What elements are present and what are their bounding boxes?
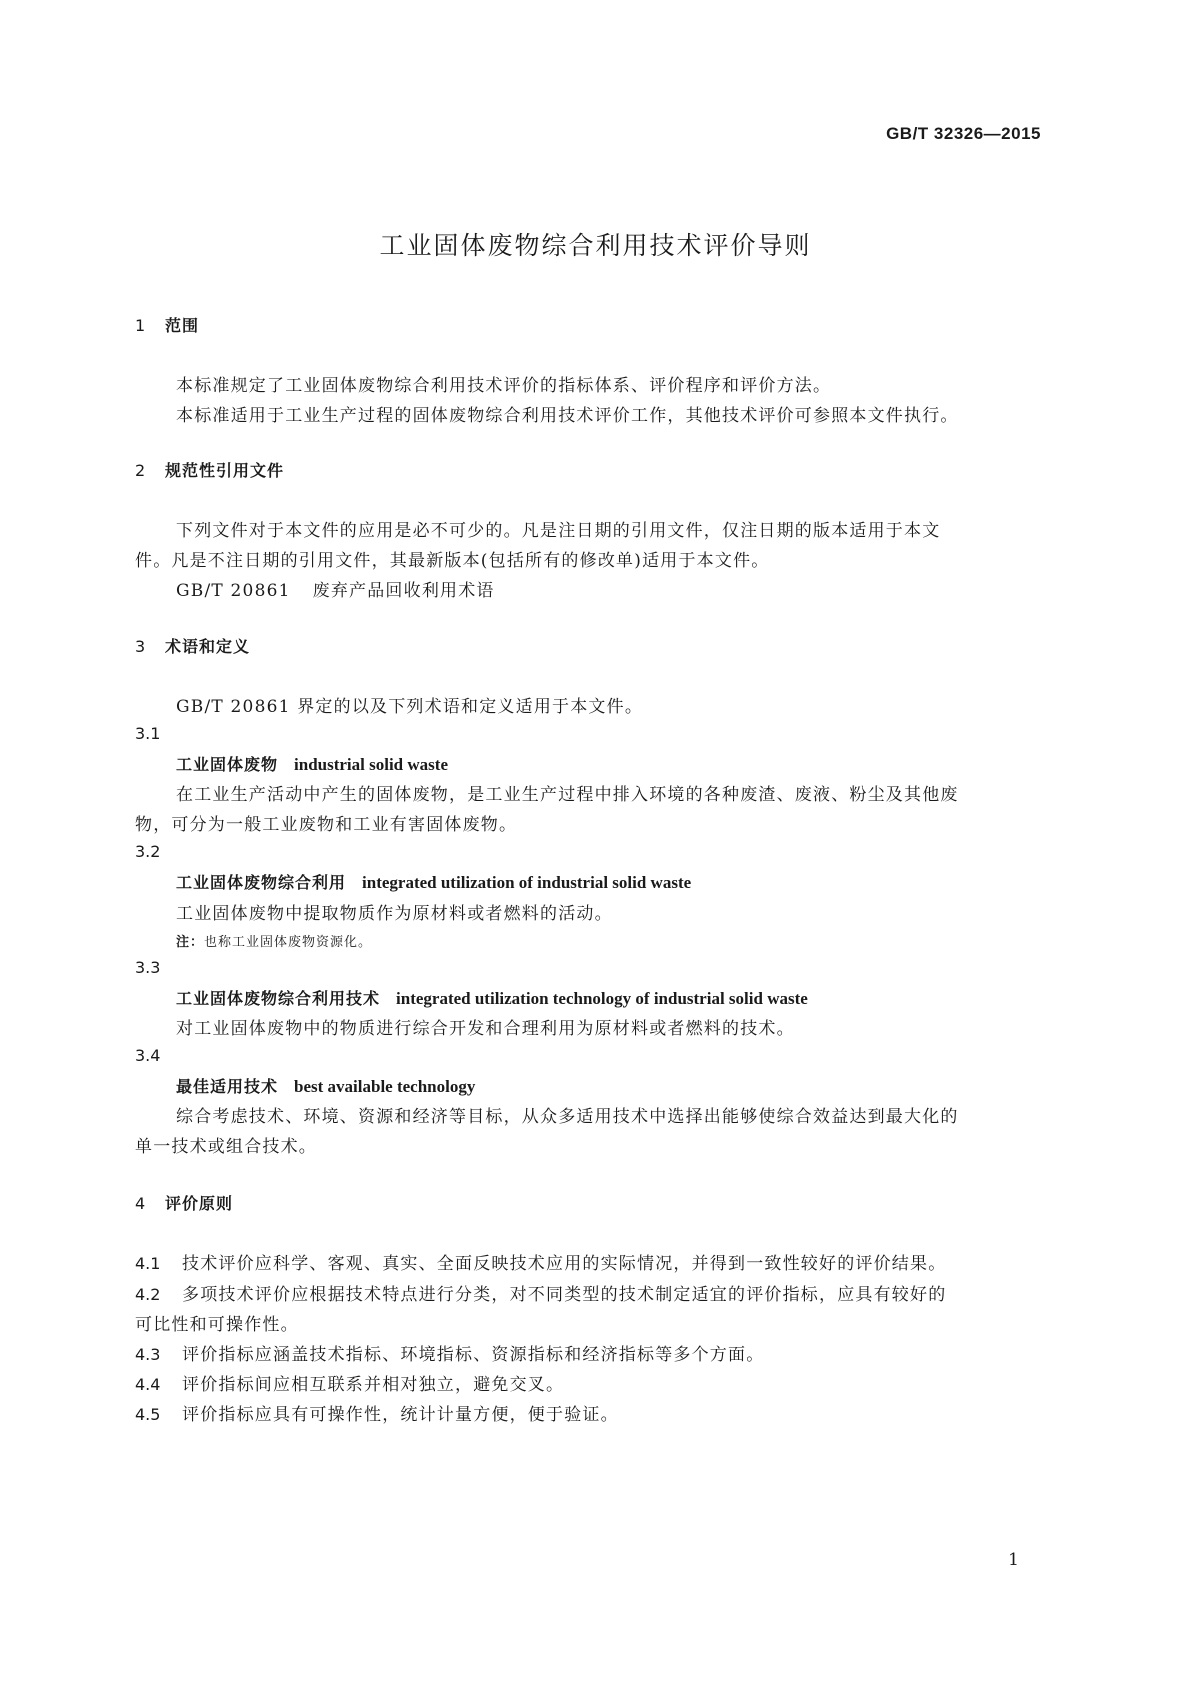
section-number: 3 — [135, 637, 147, 656]
section-number: 2 — [135, 461, 147, 480]
term-heading — [176, 986, 808, 1009]
principle-item — [135, 1280, 946, 1305]
principle-text: 评价指标应具有可操作性，统计计量方便，便于验证。 — [182, 1405, 619, 1425]
note-text: 也称工业固体废物资源化。 — [204, 935, 373, 950]
term-zh: 工业固体废物综合利用 — [176, 873, 347, 892]
paragraph: 下列文件对于本文件的应用是必不可少的。凡是注日期的引用文件，仅注日期的版本适用于本文 — [176, 521, 941, 541]
principle-number: 4.5 — [135, 1405, 161, 1424]
term-definition: 在工业生产活动中产生的固体废物，是工业生产过程中排入环境的各种废渣、废液、粉尘及其他废 — [176, 785, 959, 805]
reference-code: GB/T 20861 — [176, 581, 291, 601]
term-en: industrial solid waste — [294, 755, 448, 774]
term-zh: 最佳适用技术 — [176, 1077, 279, 1096]
document-title: 工业固体废物综合利用技术评价导则 — [379, 231, 812, 260]
term-definition: 对工业固体废物中的物质进行综合开发和合理利用为原材料或者燃料的技术。 — [176, 1019, 795, 1039]
term-heading — [176, 870, 691, 893]
term-heading — [176, 752, 448, 775]
principle-text: 技术评价应科学、客观、真实、全面反映技术应用的实际情况，并得到一致性较好的评价结果。 — [182, 1254, 947, 1274]
section-4-heading — [135, 1191, 233, 1214]
term-en: integrated utilization of industrial solid waste — [362, 873, 692, 892]
principle-number: 4.2 — [135, 1285, 161, 1304]
term-definition-continuation: 物，可分为一般工业废物和工业有害固体废物。 — [135, 815, 518, 835]
paragraph: 本标准规定了工业固体废物综合利用技术评价的指标体系、评价程序和评价方法。 — [176, 376, 832, 396]
principle-number: 4.3 — [135, 1345, 161, 1364]
term-en: integrated utilization technology of industrial solid waste — [396, 989, 808, 1008]
section-3-heading — [135, 634, 250, 657]
principle-item — [135, 1249, 946, 1274]
section-number: 4 — [135, 1194, 147, 1213]
clause-number: 3.1 — [135, 724, 161, 743]
page-number: 1 — [1008, 1550, 1019, 1570]
section-title: 评价原则 — [165, 1194, 234, 1213]
paragraph: 本标准适用于工业生产过程的固体废物综合利用技术评价工作，其他技术评价可参照本文件执行。 — [176, 406, 959, 426]
section-2-heading — [135, 458, 284, 481]
principle-item — [135, 1370, 564, 1395]
principle-item — [135, 1400, 619, 1425]
principle-text: 评价指标间应相互联系并相对独立，避免交叉。 — [182, 1375, 565, 1395]
clause-number: 3.2 — [135, 842, 161, 861]
paragraph-continuation: 件。凡是不注日期的引用文件，其最新版本(包括所有的修改单)适用于本文件。 — [135, 551, 770, 571]
normative-reference — [176, 576, 495, 601]
section-title: 规范性引用文件 — [165, 461, 285, 480]
term-definition: 综合考虑技术、环境、资源和经济等目标，从众多适用技术中选择出能够使综合效益达到最大化的 — [176, 1107, 959, 1127]
principle-text: 评价指标应涵盖技术指标、环境指标、资源指标和经济指标等多个方面。 — [182, 1345, 765, 1365]
section-title: 范围 — [165, 316, 200, 335]
term-heading — [176, 1074, 475, 1097]
term-en: best available technology — [294, 1077, 476, 1096]
principle-number: 4.1 — [135, 1254, 161, 1273]
term-zh: 工业固体废物 — [176, 755, 279, 774]
term-zh: 工业固体废物综合利用技术 — [176, 989, 381, 1008]
principle-item — [135, 1340, 764, 1365]
principle-number: 4.4 — [135, 1375, 161, 1394]
clause-number: 3.4 — [135, 1046, 161, 1065]
term-definition: 工业固体废物中提取物质作为原材料或者燃料的活动。 — [176, 904, 613, 924]
term-definition-continuation: 单一技术或组合技术。 — [135, 1137, 317, 1157]
principle-text: 多项技术评价应根据技术特点进行分类，对不同类型的技术制定适宜的评价指标，应具有较好的 — [182, 1285, 947, 1305]
paragraph: GB/T 20861 界定的以及下列术语和定义适用于本文件。 — [176, 697, 644, 717]
note — [176, 931, 372, 950]
section-title: 术语和定义 — [165, 637, 251, 656]
clause-number: 3.3 — [135, 958, 161, 977]
principle-continuation: 可比性和可操作性。 — [135, 1315, 299, 1335]
note-label: 注： — [176, 935, 205, 950]
section-number: 1 — [135, 316, 147, 335]
reference-title: 废弃产品回收利用术语 — [312, 581, 495, 601]
section-1-heading — [135, 313, 199, 336]
standard-code: GB/T 32326—2015 — [886, 124, 1041, 143]
